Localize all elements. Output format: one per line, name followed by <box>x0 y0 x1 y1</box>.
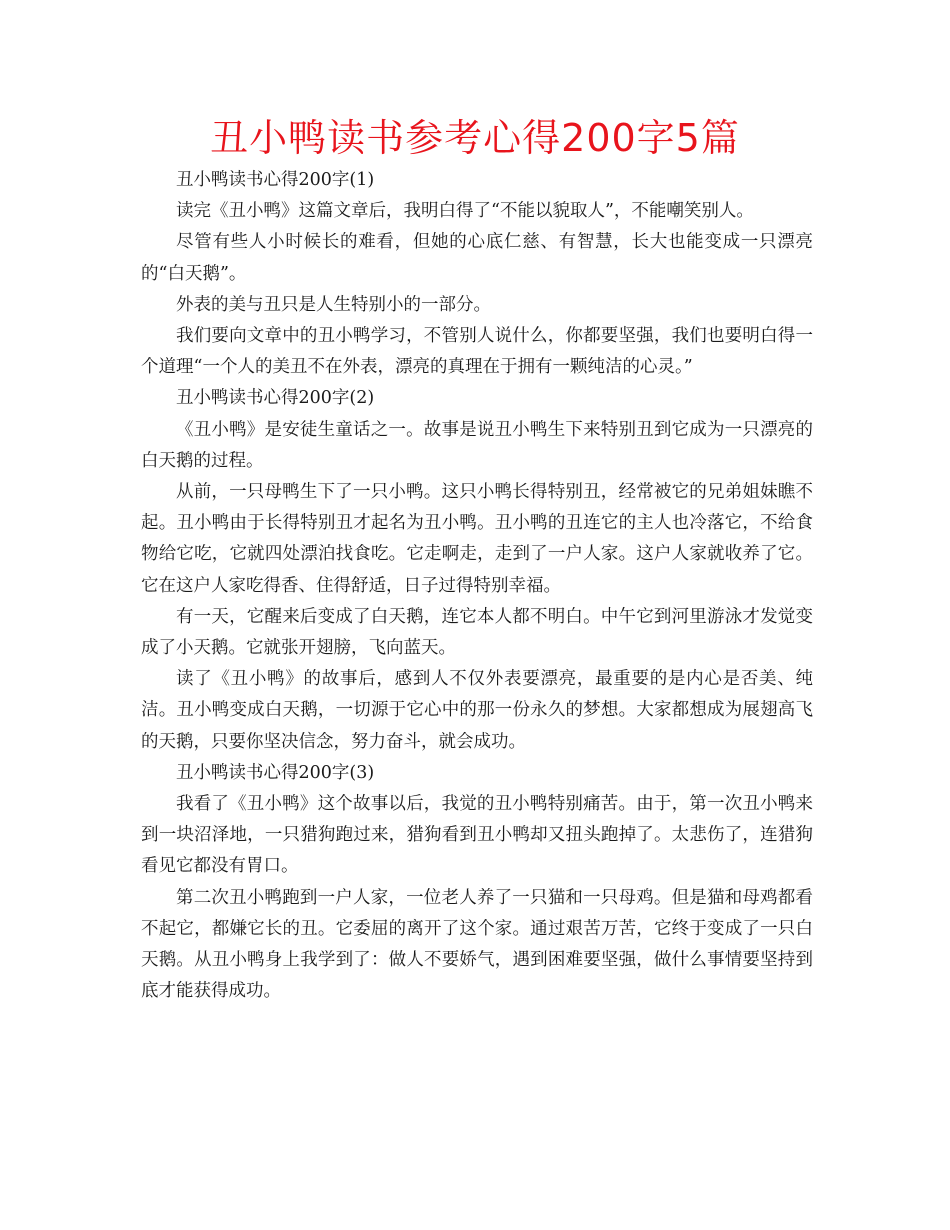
paragraph: 我们要向文章中的丑小鸭学习，不管别人说什么，你都要坚强，我们也要明白得一个道理“一个人的美丑不在外表，漂亮的真理在于拥有一颗纯洁的心灵。” <box>141 326 813 378</box>
document-title: 丑小鸭读书参考心得200字5篇 <box>210 116 740 160</box>
section-heading-2: 丑小鸭读书心得200字(2) <box>176 388 375 409</box>
paragraph: 第二次丑小鸭跑到一户人家，一位老人养了一只猫和一只母鸡。但是猫和母鸡都看不起它，都嫌它长的丑。它委屈的离开了这个家。通过艰苦万苦，它终于变成了一只白天鹅。从丑小鸭身上我学到了：做人不要娇气，遇到困难要坚强，做什么事情要坚持到底才能获得成功。 <box>141 887 813 1002</box>
paragraph: 我看了《丑小鸭》这个故事以后，我觉的丑小鸭特别痛苦。由于，第一次丑小鸭来到一块沼泽地，一只猎狗跑过来，猎狗看到丑小鸭却又扭头跑掉了。太悲伤了，连猎狗看见它都没有胃口。 <box>141 794 813 877</box>
paragraph: 读完《丑小鸭》这篇文章后，我明白得了“不能以貌取人”，不能嘲笑别人。 <box>176 201 754 222</box>
paragraph: 有一天，它醒来后变成了白天鹅，连它本人都不明白。中午它到河里游泳才发觉变成了小天鹅。它就张开翅膀，飞向蓝天。 <box>141 606 813 659</box>
paragraph: 《丑小鸭》是安徒生童话之一。故事是说丑小鸭生下来特别丑到它成为一只漂亮的白天鹅的过程。 <box>141 419 813 471</box>
paragraph: 从前，一只母鸭生下了一只小鸭。这只小鸭长得特别丑，经常被它的兄弟姐妹瞧不起。丑小鸭由于长得特别丑才起名为丑小鸭。丑小鸭的丑连它的主人也冷落它，不给食物给它吃，它就四处漂泊找食吃。它走啊走，走到了一户人家。这户人家就收养了它。它在这户人家吃得香、住得舒适，日子过得特别幸福。 <box>141 482 813 596</box>
section-heading-3: 丑小鸭读书心得200字(3) <box>176 762 375 783</box>
section-heading-1: 丑小鸭读书心得200字(1) <box>176 170 375 190</box>
paragraph: 外表的美与丑只是人生特别小的一部分。 <box>176 294 491 315</box>
paragraph: 尽管有些人小时候长的难看，但她的心底仁慈、有智慧，长大也能变成一只漂亮的“白天鹅”。 <box>141 232 813 284</box>
document-body <box>141 165 813 1007</box>
paragraph: 读了《丑小鸭》的故事后，感到人不仅外表要漂亮，最重要的是内心是否美、纯洁。丑小鸭变成白天鹅，一切源于它心中的那一份永久的梦想。大家都想成为展翅高飞的天鹅，只要你坚决信念，努力奋斗，就会成功。 <box>141 669 813 752</box>
